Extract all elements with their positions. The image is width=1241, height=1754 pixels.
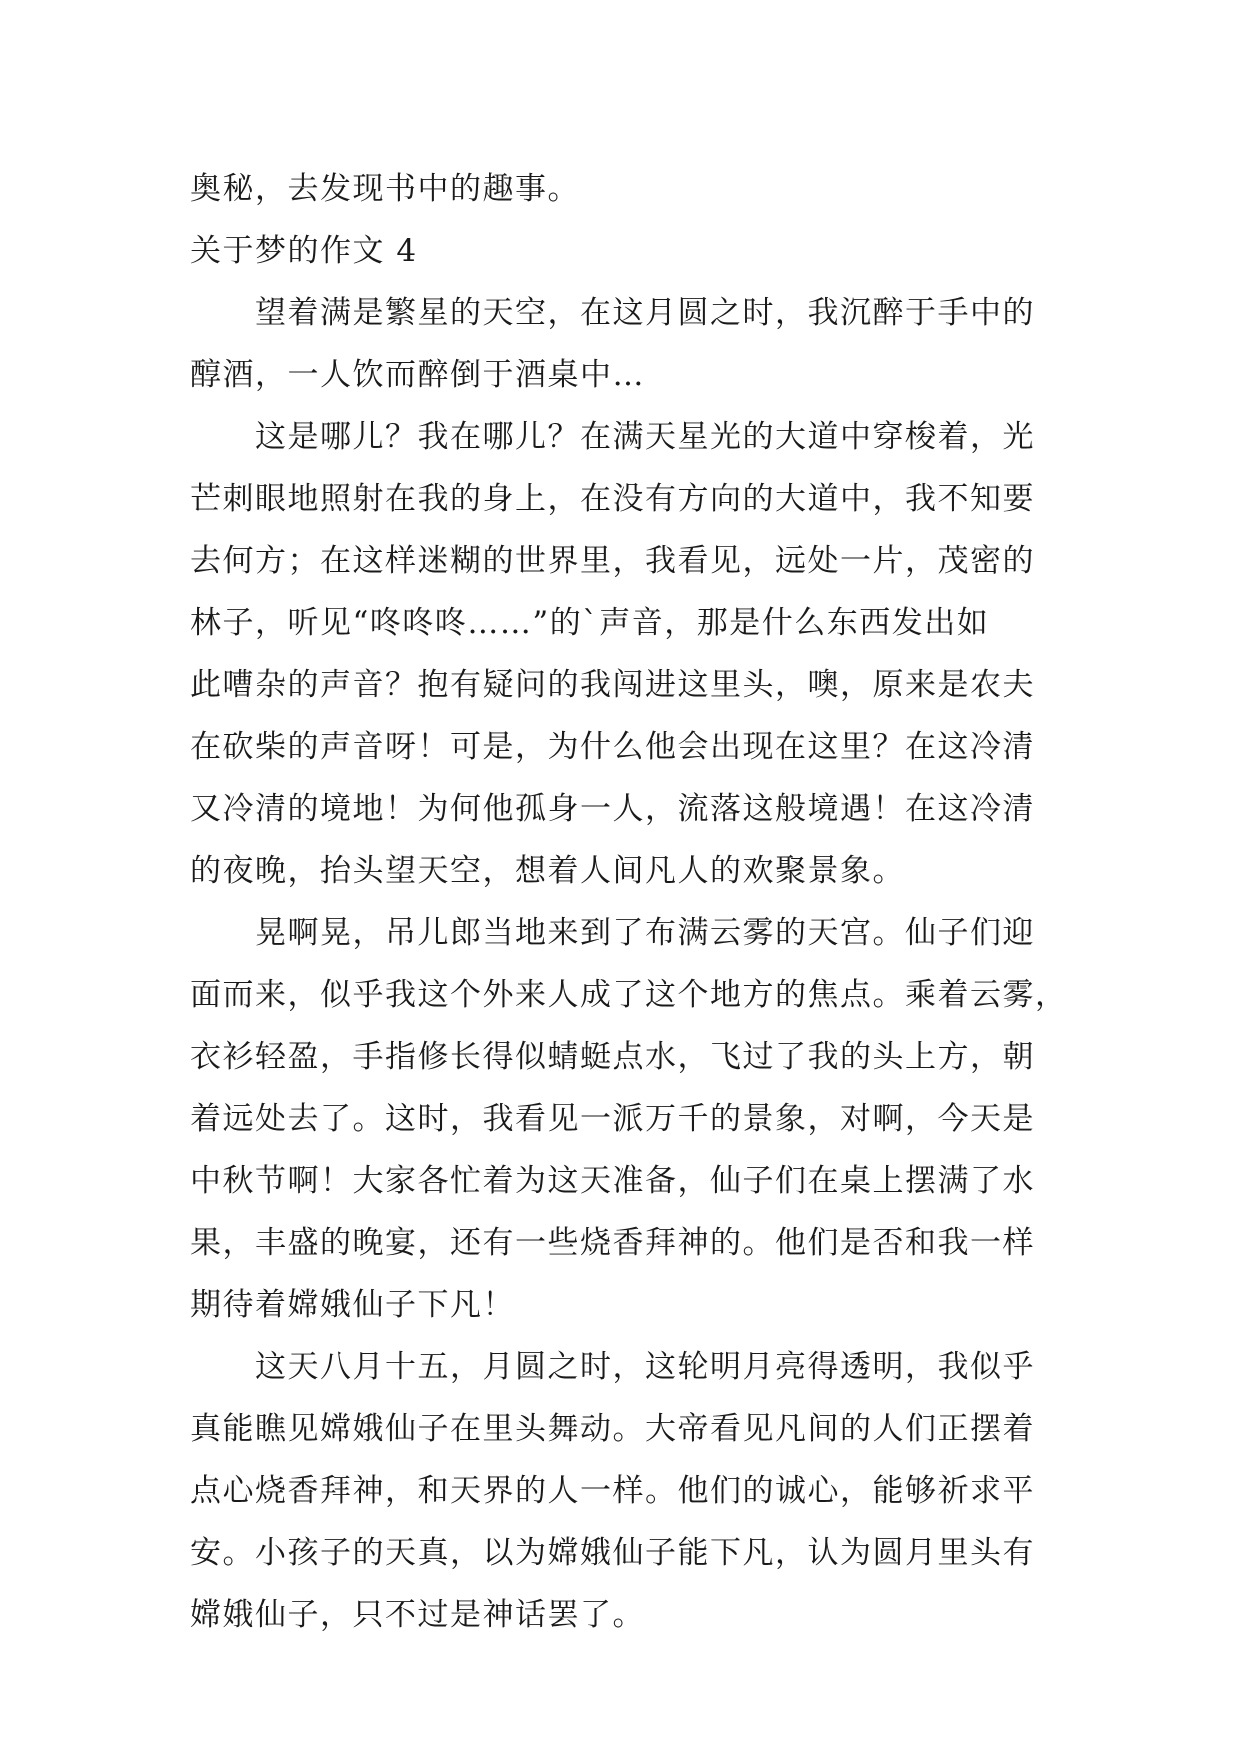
text-line: 衣衫轻盈，手指修长得似蜻蜓点水，飞过了我的头上方，朝 [190,1039,1035,1075]
text-line: 林子，听见“咚咚咚……”的`声音，那是什么东西发出如 [190,605,990,641]
text-line: 在砍柴的声音呀！可是，为什么他会出现在这里？在这冷清 [190,729,1035,765]
text-line: 又冷清的境地！为何他孤身一人，流落这般境遇！在这冷清 [190,791,1035,827]
text-line: 面而来，似乎我这个外来人成了这个地方的焦点。乘着云雾， [190,977,1068,1013]
text-line: 着远处去了。这时，我看见一派万千的景象，对啊，今天是 [190,1101,1035,1137]
text-line: 奥秘，去发现书中的趣事。 [190,171,580,207]
text-line: 点心烧香拜神，和天界的人一样。他们的诚心，能够祈求平 [190,1473,1035,1509]
paragraph-start: 这天八月十五，月圆之时，这轮明月亮得透明，我似乎 [255,1349,1035,1385]
text-line: 果，丰盛的晚宴，还有一些烧香拜神的。他们是否和我一样 [190,1225,1035,1261]
text-line: 期待着嫦娥仙子下凡！ [190,1287,515,1323]
paragraph-start: 这是哪儿？我在哪儿？在满天星光的大道中穿梭着，光 [255,419,1035,455]
text-line: 去何方；在这样迷糊的世界里，我看见，远处一片，茂密的 [190,543,1035,579]
text-line: 安。小孩子的天真，以为嫦娥仙子能下凡，认为圆月里头有 [190,1535,1035,1571]
essay-title: 关于梦的作文 4 [190,233,418,269]
text-line: 此嘈杂的声音？抱有疑问的我闯进这里头，噢，原来是农夫 [190,667,1035,703]
text-line: 的夜晚，抬头望天空，想着人间凡人的欢聚景象。 [190,853,905,889]
document-body [190,158,1068,1646]
paragraph-start: 晃啊晃，吊儿郎当地来到了布满云雾的天宫。仙子们迎 [255,915,1035,951]
text-line: 嫦娥仙子，只不过是神话罢了。 [190,1597,645,1633]
text-line: 中秋节啊！大家各忙着为这天准备，仙子们在桌上摆满了水 [190,1163,1035,1199]
paragraph-start: 望着满是繁星的天空，在这月圆之时，我沉醉于手中的 [255,295,1035,331]
text-line: 芒刺眼地照射在我的身上，在没有方向的大道中，我不知要 [190,481,1035,517]
text-line: 真能瞧见嫦娥仙子在里头舞动。大帝看见凡间的人们正摆着 [190,1411,1035,1447]
text-line: 醇酒，一人饮而醉倒于酒桌中… [190,357,645,393]
